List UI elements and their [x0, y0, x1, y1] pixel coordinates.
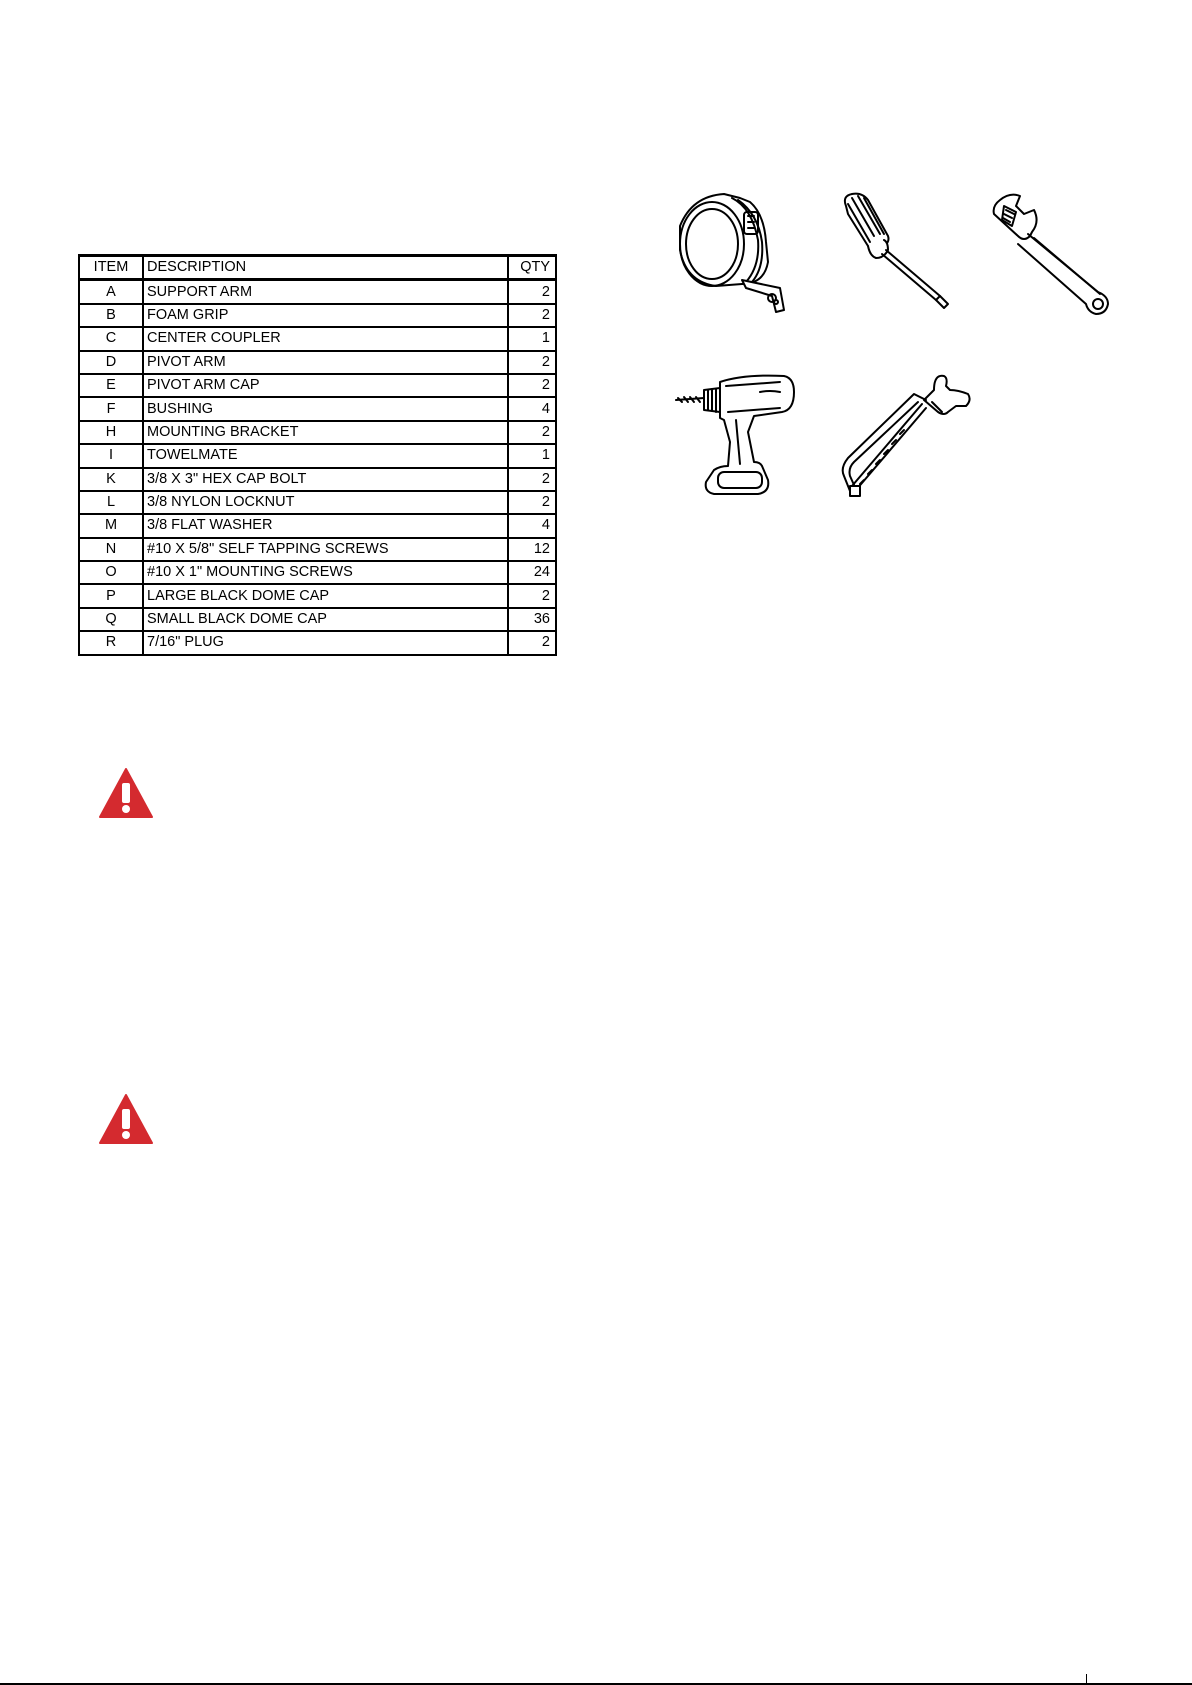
cell-item: B: [79, 304, 143, 327]
table-header-row: [79, 256, 556, 280]
cell-qty: 2: [508, 421, 556, 444]
table-row: [79, 608, 556, 631]
cell-qty: 2: [508, 631, 556, 654]
cell-item: D: [79, 351, 143, 374]
cell-item: C: [79, 327, 143, 350]
cell-qty: 2: [508, 374, 556, 397]
table-row: [79, 491, 556, 514]
table-row: [79, 444, 556, 467]
header-item: ITEM: [79, 256, 143, 280]
table-row: [79, 304, 556, 327]
table-row: [79, 538, 556, 561]
warning-icon: [98, 1093, 154, 1145]
cell-qty: 2: [508, 491, 556, 514]
table-row: [79, 561, 556, 584]
cell-item: L: [79, 491, 143, 514]
cell-qty: 4: [508, 397, 556, 420]
bottom-tick: [1086, 1674, 1087, 1683]
parts-table: [78, 254, 557, 656]
cell-item: R: [79, 631, 143, 654]
cell-description: SMALL BLACK DOME CAP: [143, 608, 508, 631]
warning-icon: [98, 767, 154, 819]
cell-item: M: [79, 514, 143, 537]
table-row: [79, 584, 556, 607]
cell-description: 3/8 FLAT WASHER: [143, 514, 508, 537]
cell-description: #10 X 1" MOUNTING SCREWS: [143, 561, 508, 584]
cell-item: I: [79, 444, 143, 467]
cell-qty: 4: [508, 514, 556, 537]
cell-item: N: [79, 538, 143, 561]
cell-qty: 24: [508, 561, 556, 584]
cell-qty: 2: [508, 351, 556, 374]
table-row: [79, 374, 556, 397]
cell-qty: 2: [508, 468, 556, 491]
cell-description: FOAM GRIP: [143, 304, 508, 327]
header-description: DESCRIPTION: [143, 256, 508, 280]
power-drill-icon: [674, 372, 796, 496]
cell-item: Q: [79, 608, 143, 631]
tape-measure-icon: [672, 192, 790, 316]
cell-qty: 1: [508, 444, 556, 467]
cell-description: BUSHING: [143, 397, 508, 420]
cell-description: 7/16" PLUG: [143, 631, 508, 654]
cell-description: PIVOT ARM CAP: [143, 374, 508, 397]
cell-item: O: [79, 561, 143, 584]
cell-description: LARGE BLACK DOME CAP: [143, 584, 508, 607]
table-row: [79, 468, 556, 491]
cell-description: 3/8 NYLON LOCKNUT: [143, 491, 508, 514]
header-qty: QTY: [508, 256, 556, 280]
cell-qty: 2: [508, 304, 556, 327]
table-row: [79, 514, 556, 537]
cell-qty: 12: [508, 538, 556, 561]
cell-description: #10 X 5/8" SELF TAPPING SCREWS: [143, 538, 508, 561]
table-row: [79, 280, 556, 304]
cell-description: MOUNTING BRACKET: [143, 421, 508, 444]
cell-description: TOWELMATE: [143, 444, 508, 467]
table-row: [79, 631, 556, 654]
cell-qty: 2: [508, 584, 556, 607]
cell-description: CENTER COUPLER: [143, 327, 508, 350]
table-row: [79, 421, 556, 444]
cell-item: F: [79, 397, 143, 420]
cell-item: E: [79, 374, 143, 397]
table-row: [79, 397, 556, 420]
parts-table-body: [79, 280, 556, 655]
cell-qty: 2: [508, 280, 556, 304]
cell-description: 3/8 X 3" HEX CAP BOLT: [143, 468, 508, 491]
hacksaw-icon: [838, 372, 972, 502]
adjustable-wrench-icon: [990, 192, 1118, 316]
cell-item: A: [79, 280, 143, 304]
table-row: [79, 327, 556, 350]
table-row: [79, 351, 556, 374]
screwdriver-icon: [840, 192, 958, 312]
cell-qty: 1: [508, 327, 556, 350]
cell-description: SUPPORT ARM: [143, 280, 508, 304]
cell-item: H: [79, 421, 143, 444]
cell-description: PIVOT ARM: [143, 351, 508, 374]
cell-item: P: [79, 584, 143, 607]
cell-qty: 36: [508, 608, 556, 631]
cell-item: K: [79, 468, 143, 491]
